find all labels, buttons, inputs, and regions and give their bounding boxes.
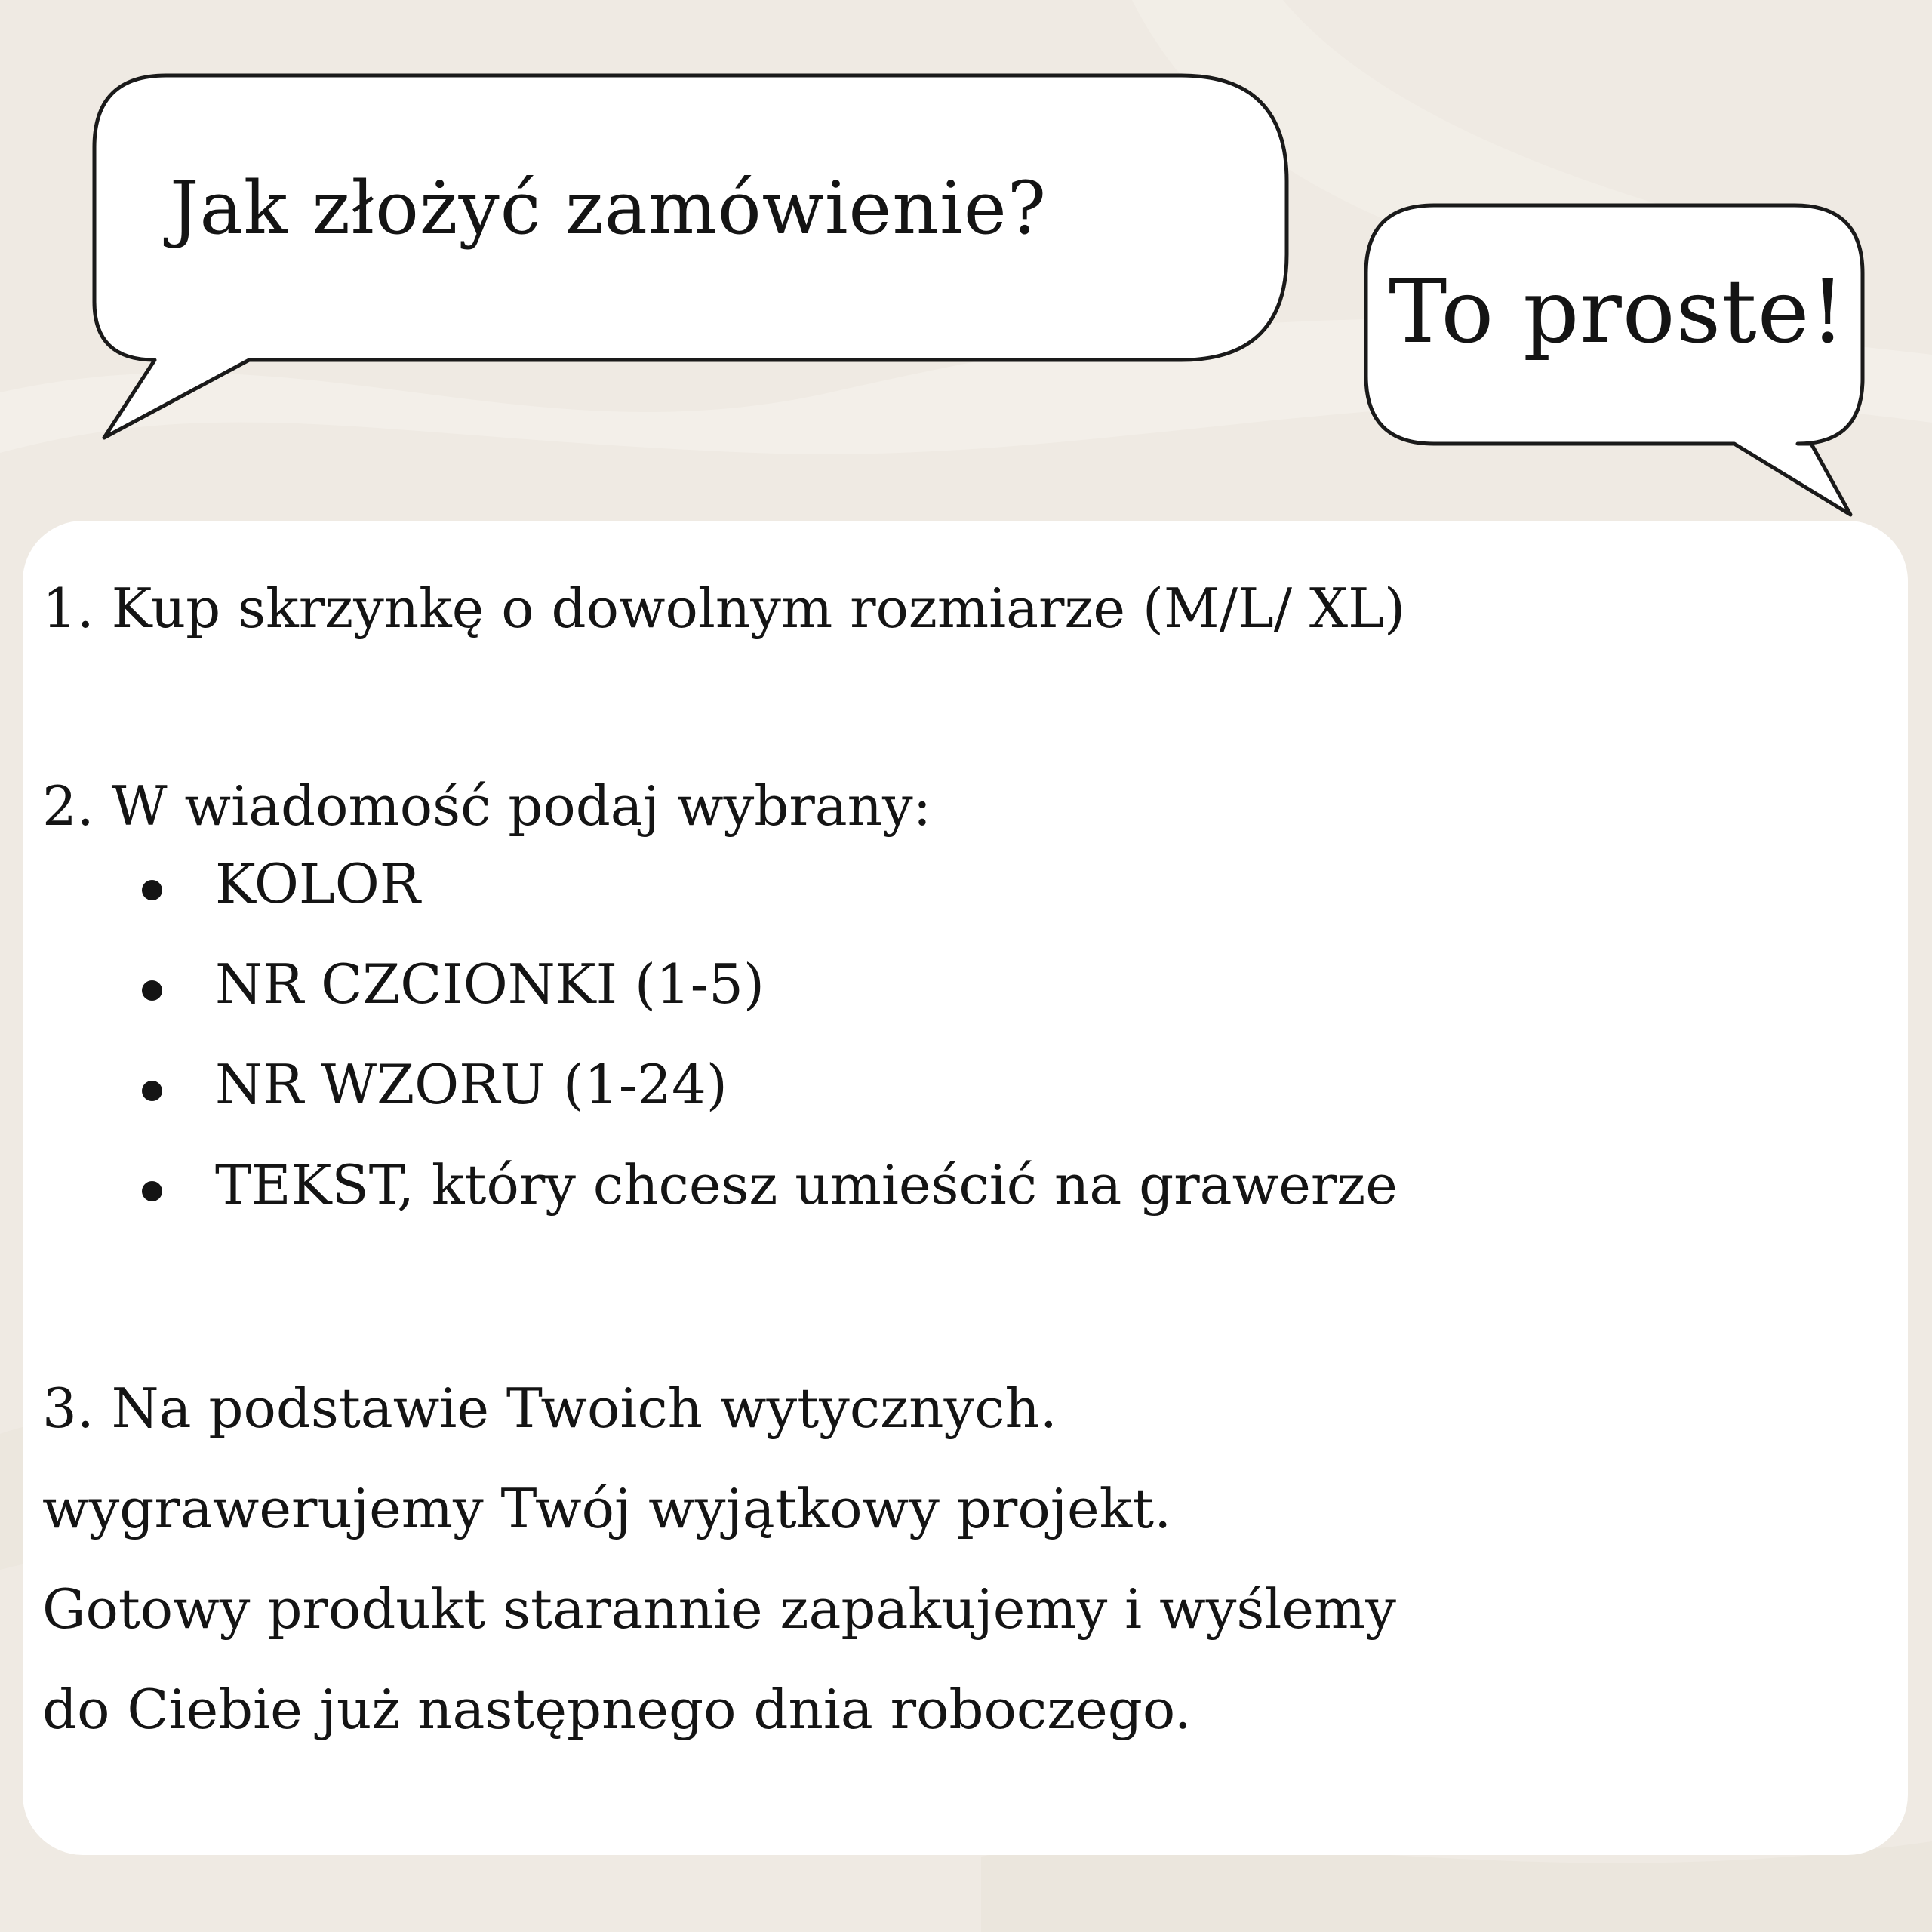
bullet-dot-icon bbox=[142, 980, 162, 1001]
bullet-dot-icon bbox=[142, 880, 162, 900]
bullet-text: NR WZORU (1-24) bbox=[215, 1053, 728, 1116]
bullet-text: TEKST, który chcesz umieścić na grawerze bbox=[215, 1153, 1398, 1217]
bullet-dot-icon bbox=[142, 1081, 162, 1101]
question-text: Jak złożyć zamówienie? bbox=[170, 166, 1048, 251]
step-3-line-4: do Ciebie już następnego dnia roboczego. bbox=[42, 1678, 1192, 1741]
answer-text: To proste! bbox=[1389, 261, 1847, 363]
bullet-dot-icon bbox=[142, 1181, 162, 1201]
bullet-text: NR CZCIONKI (1-5) bbox=[215, 952, 765, 1016]
step-3-line-3: Gotowy produkt starannie zapakujemy i wyślemy bbox=[42, 1577, 1396, 1641]
step-3-line-1: 3. Na podstawie Twoich wytycznych. bbox=[42, 1377, 1057, 1440]
step-2-intro: 2. W wiadomość podaj wybrany: bbox=[42, 774, 931, 838]
step-1-text: 1. Kup skrzynkę o dowolnym rozmiarze (M/L/ XL) bbox=[42, 577, 1406, 640]
bullet-text: KOLOR bbox=[215, 852, 420, 915]
step-3-line-2: wygrawerujemy Twój wyjątkowy projekt. bbox=[42, 1477, 1172, 1540]
